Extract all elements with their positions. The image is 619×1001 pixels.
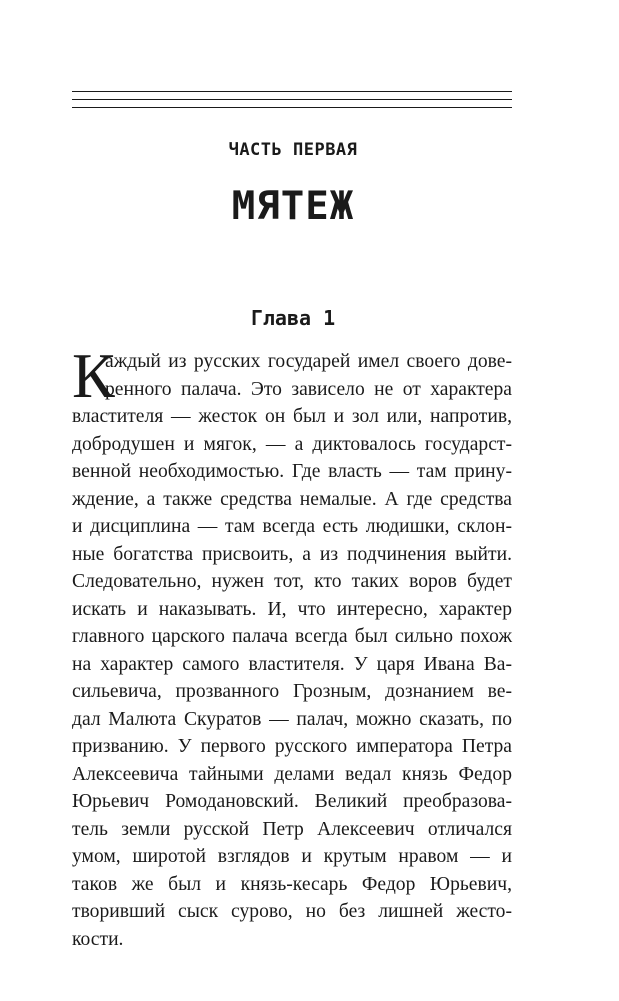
text-line: Следовательно, нужен тот, кто таких воров будет [72, 571, 512, 592]
drop-cap-lines [72, 340, 512, 411]
text-line: ные богатства присвоить, а из подчинения выйти. [72, 543, 512, 565]
text-line: на характер самого властителя. У царя Ивана Ва- [72, 653, 512, 675]
text-line: умом, широтой взглядов и крутым нравом — и [72, 846, 512, 867]
header-rule [72, 99, 512, 100]
chapter-title: Глава 1 [250, 306, 336, 330]
text-line: Алексеевича тайными делами ведал князь Федор [72, 763, 512, 785]
header-rule [72, 107, 512, 108]
text-line: аждый из русских государей имел своего дове- [105, 351, 512, 372]
text-line: добродушен и мягок, — а диктовалось государст- [72, 433, 512, 455]
text-line: Юрьевич Ромодановский. Великий преобразова- [72, 791, 512, 812]
text-line: властителя — жесток он был и зол или, напротив, [72, 406, 512, 427]
chapter-paragraph [72, 340, 512, 953]
text-line: искать и наказывать. И, что интересно, характер [72, 598, 512, 620]
drop-cap: К [72, 340, 115, 411]
text-line: дал Малюта Скуратов — палач, можно сказать, по [72, 708, 512, 730]
text-line: главного царского палача всегда был сильно похож [72, 626, 512, 647]
book-title: МЯТЕЖ [231, 184, 355, 229]
header-rule [72, 91, 512, 92]
text-line: венной необходимостью. Где власть — там прину- [72, 461, 512, 482]
part-title: ЧАСТЬ ПЕРВАЯ [228, 140, 358, 160]
text-line: тель земли русской Петр Алексеевич отличался [72, 818, 512, 840]
text-line: сильевича, прозванного Грозным, дознанием ве- [72, 681, 512, 702]
text-line: таков же был и князь-кесарь Федор Юрьевич, [72, 873, 512, 895]
text-line: ренного палача. Это зависело не от характера [105, 378, 512, 400]
text-line: творивший сыск сурово, но без лишней жесто- [72, 901, 512, 922]
text-line: призванию. У первого русского императора Петра [72, 736, 512, 757]
text-line-last: кости. [72, 928, 124, 950]
header-rules [72, 91, 512, 115]
text-line: ждение, а также средства немалые. А где средства [72, 488, 512, 510]
text-line: и дисциплина — там всегда есть людишки, склон- [72, 516, 512, 537]
